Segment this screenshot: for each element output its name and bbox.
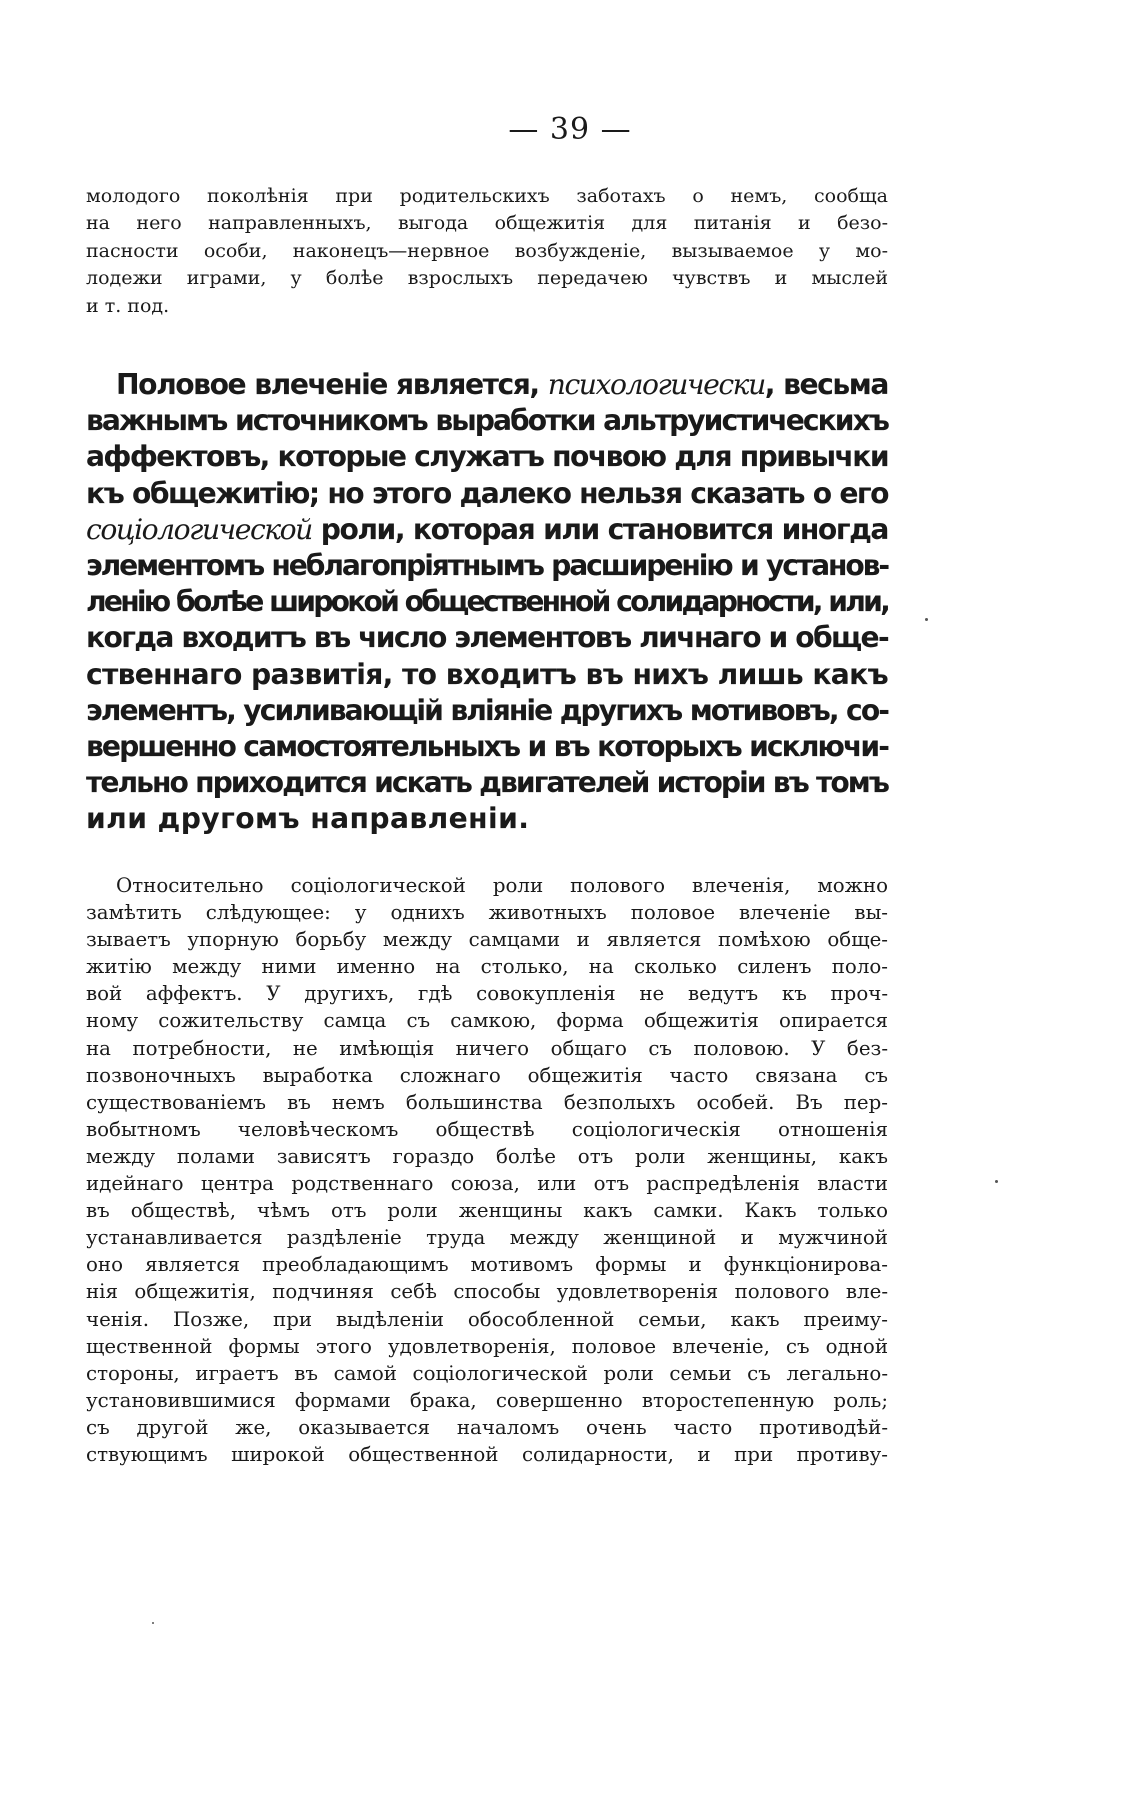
text-line: въ обществѣ, чѣмъ отъ роли женщины какъ самки. Какъ только (86, 1199, 888, 1223)
text-line: молодого поколѣнія при родительскихъ заботахъ о немъ, сообща (86, 185, 888, 207)
text-line: аффектовъ, которые служатъ почвою для привычки (86, 440, 888, 474)
text-line: вершенно самостоятельныхъ и въ которыхъ исключи- (86, 730, 888, 764)
text-line: пасности особи, наконецъ—нервное возбужденіе, вызываемое у мо- (86, 239, 888, 262)
text-line: съ другой же, оказывается началомъ очень часто противодѣй- (86, 1415, 888, 1439)
text-line: тельно приходится искать двигателей исторіи въ томъ (86, 766, 888, 800)
text-line: элементомъ неблагопріятнымъ расширенію и установ- (86, 549, 888, 583)
tail-paragraph (86, 872, 888, 1468)
line-text: роли, которая или становится иногда (311, 512, 888, 546)
text-line: вобытномъ человѣческомъ обществѣ соціологическія отношенія (86, 1117, 888, 1141)
text-line: или другомъ направленіи. (86, 802, 530, 836)
text-line: замѣтить слѣдующее: у однихъ животныхъ половое влеченіе вы- (86, 901, 888, 925)
page-number: — 39 — (508, 112, 632, 147)
text-line: установившимися формами брака, совершенно второстепенную роль; (86, 1388, 888, 1412)
text-line: щественной формы этого удовлетворенія, половое влеченіе, съ одной (86, 1334, 888, 1358)
text-line: Относительно соціологической роли полового влеченія, можно (116, 874, 888, 897)
text-line: важнымъ источникомъ выработки альтруистическихъ (86, 404, 888, 438)
text-line: ленію болѣе широкой общественной солидарности, или, (86, 585, 888, 619)
text-line: между полами зависятъ гораздо болѣе отъ роли женщины, какъ (86, 1144, 888, 1168)
text-line: ственнаго развитія, то входитъ въ нихъ лишь какъ (86, 657, 888, 691)
text-line: устанавливается раздѣленіе труда между женщиной и мужчиной (86, 1226, 888, 1250)
text-line: вой аффектъ. У другихъ, гдѣ совокупленія не ведутъ къ проч- (86, 982, 888, 1006)
text-line: на потребности, не имѣющія ничего общаго съ половою. У без- (86, 1036, 888, 1060)
emphasis-text: соціологической (86, 512, 312, 546)
text-line (86, 367, 888, 403)
text-line: существованіемъ въ немъ большинства безполыхъ особей. Въ пер- (86, 1090, 888, 1114)
text-line: ченія. Позже, при выдѣленіи обособленной семьи, какъ преиму- (86, 1307, 888, 1331)
text-line: идейнаго центра родственнаго союза, или отъ распредѣленія власти (86, 1172, 888, 1196)
line-text: , весьма (764, 368, 888, 401)
text-line: элементъ, усиливающій вліяніе другихъ мотивовъ, со- (86, 693, 888, 727)
text-line: житію между ними именно на столько, на сколько силенъ поло- (86, 955, 888, 979)
text-line: позвоночныхъ выработка сложнаго общежитія часто связана съ (86, 1063, 888, 1087)
main-paragraph (86, 367, 888, 838)
text-line: къ общежитію; но этого далеко нельзя сказать о его (86, 476, 888, 510)
text-line: лодежи играми, у болѣе взрослыхъ передачею чувствъ и мыслей (86, 267, 888, 290)
line-text: Половое влеченіе является, (116, 368, 548, 401)
text-line (86, 512, 888, 548)
scan-speck (925, 618, 928, 621)
text-line: ствующимъ широкой общественной солидарности, и при противу- (86, 1442, 888, 1466)
scan-speck (995, 1180, 998, 1183)
text-line: на него направленныхъ, выгода общежитія для питанія и безо- (86, 212, 888, 235)
text-line: стороны, играетъ въ самой соціологической роли семьи съ легально- (86, 1361, 888, 1385)
text-line: зываетъ упорную борьбу между самцами и является помѣхою обще- (86, 928, 888, 952)
text-line: оно является преобладающимъ мотивомъ формы и функціонирова- (86, 1253, 888, 1277)
text-line: и т. под. (86, 294, 170, 317)
scan-speck (152, 1622, 154, 1624)
text-line: ному сожительству самца съ самкою, форма общежитія опирается (86, 1009, 888, 1033)
text-line: нія общежитія, подчиняя себѣ способы удовлетворенія полового вле- (86, 1280, 888, 1304)
emphasis-text: психологически (547, 368, 765, 401)
intro-paragraph (86, 183, 888, 320)
text-line: когда входитъ въ число элементовъ личнаго и обще- (86, 621, 888, 655)
